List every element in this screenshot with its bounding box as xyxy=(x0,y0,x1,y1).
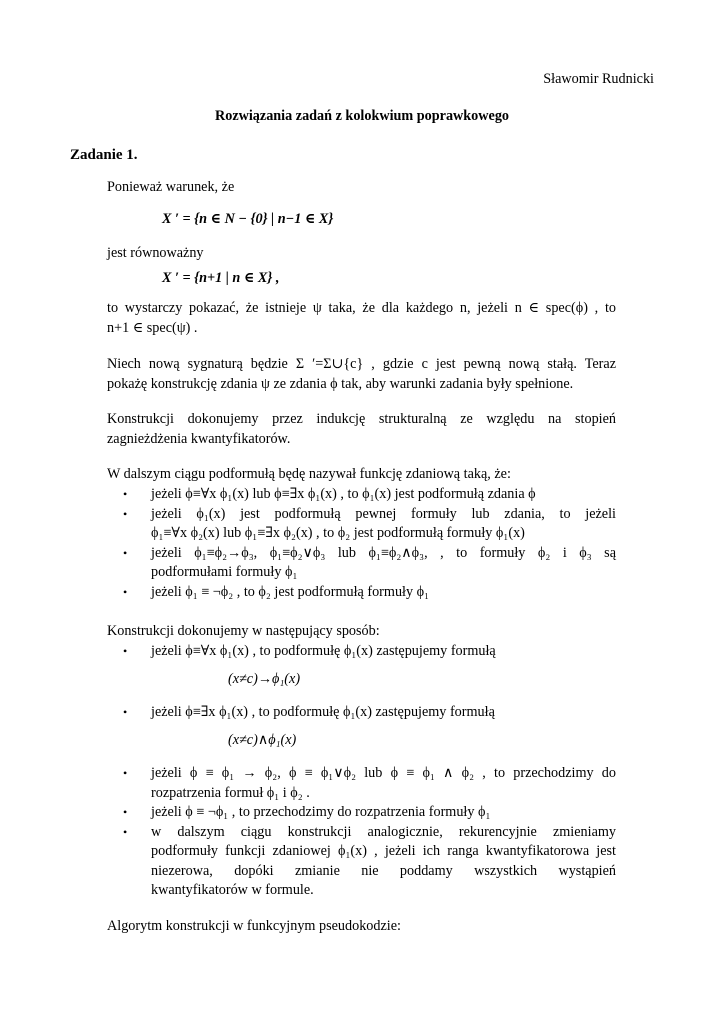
list-item-text: jeżeli ϕ≡∀x ϕ₁(x) lub ϕ≡∃x ϕ₁(x) , to ϕ₁(x) jest podformułą zdania ϕ xyxy=(151,486,536,502)
list-item-text: podformułami formuły ϕ₁ xyxy=(151,564,298,580)
list-item-text: ϕ₁≡∀x ϕ₂(x) lub ϕ₁≡∃x ϕ₂(x) , to ϕ₂ jest podformułą formuły ϕ₁(x) xyxy=(151,525,525,541)
document-title: Rozwiązania zadań z kolokwium poprawkowego xyxy=(214,108,510,124)
paragraph-construction: Konstrukcji dokonujemy w następujący sposób: xyxy=(107,623,380,639)
author-name: Sławomir Rudnicki xyxy=(543,71,654,87)
paragraph-equivalent: jest równoważny xyxy=(107,245,204,261)
paragraph-line: Niech nową sygnaturą będzie Σ ′=Σ∪{c} , gdzie c jest pewną nową stałą. Teraz xyxy=(107,356,616,372)
formula-x-prime-2: X ′ = {n+1 | n ∈ X} , xyxy=(162,270,280,286)
list-item-text: kwantyfikatorów w formule. xyxy=(151,882,314,898)
list-item xyxy=(107,703,616,723)
list-item xyxy=(107,485,616,505)
list-item-text: • w dalszym ciągu konstrukcji analogicznie, rekurencyjnie zmieniamy xyxy=(151,823,616,840)
list-item xyxy=(107,803,616,823)
paragraph-algorithm: Algorytm konstrukcji w funkcyjnym pseudokodzie: xyxy=(107,918,401,934)
list-item-text: jeżeli ϕ₁ ≡ ¬ϕ₂ , to ϕ₂ jest podformułą formuły ϕ₁ xyxy=(151,583,430,600)
paragraph-line: n+1 ∈ spec(ψ) . xyxy=(107,319,198,336)
paragraph-sufficient xyxy=(107,299,616,338)
list-item xyxy=(107,642,616,662)
list-item-text: • jeżeli ϕ₁≡ϕ₂→ϕ₃, ϕ₁≡ϕ₂∨ϕ₃ lub ϕ₁≡ϕ₂∧ϕ₃, , to formuły ϕ₂ i ϕ₃ są xyxy=(151,544,616,561)
paragraph-intro: Ponieważ warunek, że xyxy=(107,179,235,195)
construction-list-forall xyxy=(107,642,616,662)
paragraph-subformula-def: W dalszym ciągu podformułą będę nazywał funkcję zdaniową taką, że: xyxy=(107,466,511,482)
construction-list-exists xyxy=(107,703,616,723)
formula-x-prime-1: X ′ = {n ∈ N − {0} | n−1 ∈ X} xyxy=(162,211,334,227)
construction-list-rest xyxy=(107,764,616,901)
formula-implication: (x≠c)→ϕ₁(x) xyxy=(228,671,301,687)
list-item-text: • jeżeli ϕ₁(x) jest podformułą pewnej formuły lub zdania, to jeżeli xyxy=(151,505,616,522)
list-item xyxy=(107,505,616,544)
list-item xyxy=(107,544,616,583)
paragraph-signature xyxy=(107,355,616,394)
subformula-definition-list xyxy=(107,485,616,602)
paragraph-induction xyxy=(107,410,616,449)
list-item xyxy=(107,764,616,803)
list-item-text: jeżeli ϕ≡∀x ϕ₁(x) , to podformułę ϕ₁(x) zastępujemy formułą xyxy=(151,643,496,659)
paragraph-line: to wystarczy pokazać, że istnieje ψ taka, że dla każdego n, jeżeli n ∈ spec(ϕ) , to xyxy=(107,300,616,316)
list-item xyxy=(107,583,616,603)
list-item-text: niezerowa, dopóki zmianie nie poddamy wszystkich wystąpień xyxy=(151,862,616,879)
paragraph-line: pokażę konstrukcję zdania ψ ze zdania ϕ tak, aby warunki zadania były spełnione. xyxy=(107,375,574,392)
list-item xyxy=(107,823,616,901)
formula-conjunction: (x≠c)∧ϕ₁(x) xyxy=(228,732,297,748)
list-item-text: jeżeli ϕ ≡ ¬ϕ₁ , to przechodzimy do rozpatrzenia formuły ϕ₁ xyxy=(151,804,491,820)
list-item-text: podformuły funkcji zdaniowej ϕ₁(x) , jeżeli ich ranga kwantyfikatorowa jest xyxy=(151,843,616,859)
paragraph-line: Konstrukcji dokonujemy przez indukcję strukturalną ze względu na stopień xyxy=(107,411,616,427)
paragraph-line: zagnieżdżenia kwantyfikatorów. xyxy=(107,430,291,447)
section-heading: Zadanie 1. xyxy=(70,147,138,163)
list-item-text: • jeżeli ϕ ≡ ϕ₁ → ϕ₂, ϕ ≡ ϕ₁∨ϕ₂ lub ϕ ≡ ϕ₁ ∧ ϕ₂ , to przechodzimy do xyxy=(151,765,616,781)
list-item-text: rozpatrzenia formuł ϕ₁ i ϕ₂ . xyxy=(151,784,310,801)
list-item-text: jeżeli ϕ≡∃x ϕ₁(x) , to podformułę ϕ₁(x) zastępujemy formułą xyxy=(151,704,495,720)
